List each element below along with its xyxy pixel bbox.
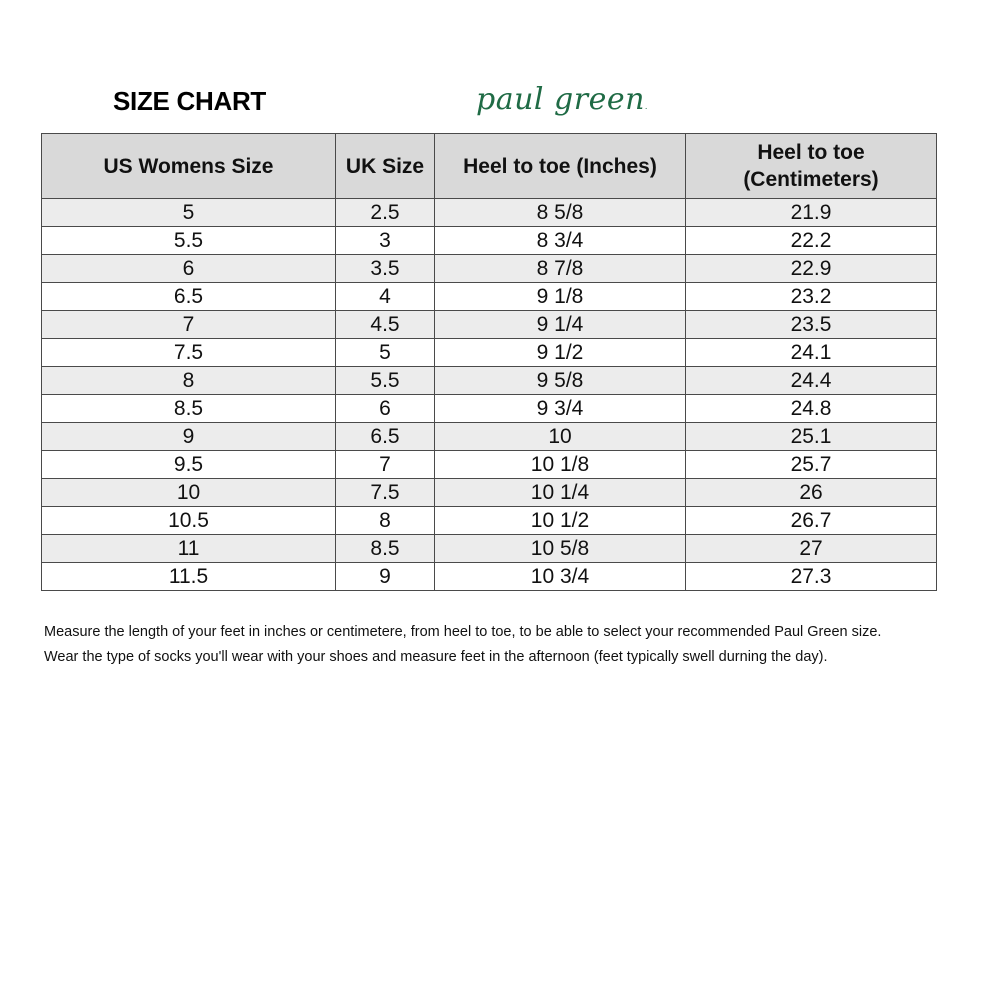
table-row (42, 199, 937, 227)
heel-toe-inches-cell: 9 5/8 (435, 367, 686, 395)
table-row (42, 479, 937, 507)
table-row (42, 227, 937, 255)
uk-size-cell: 8 (336, 507, 435, 535)
us-size-cell: 11 (42, 535, 336, 563)
us-size-cell: 9 (42, 423, 336, 451)
table-row (42, 535, 937, 563)
uk-size-cell: 6.5 (336, 423, 435, 451)
heel-toe-inches-cell: 9 1/8 (435, 283, 686, 311)
uk-size-cell: 5.5 (336, 367, 435, 395)
heel-toe-cm-cell: 21.9 (686, 199, 937, 227)
page-title: SIZE CHART (113, 86, 267, 116)
us-size-cell: 7 (42, 311, 336, 339)
heel-toe-cm-cell: 25.1 (686, 423, 937, 451)
us-size-cell: 5.5 (42, 227, 336, 255)
us-size-cell: 6 (42, 255, 336, 283)
heel-toe-cm-cell: 26 (686, 479, 937, 507)
heel-toe-cm-cell: 27 (686, 535, 937, 563)
brand-logo-text: paul green (476, 82, 645, 117)
uk-size-cell: 7 (336, 451, 435, 479)
heel-toe-cm-cell: 23.5 (686, 311, 937, 339)
table-row (42, 283, 937, 311)
column-header-us-size: US Womens Size (42, 134, 336, 199)
heel-toe-inches-cell: 10 1/2 (435, 507, 686, 535)
uk-size-cell: 6 (336, 395, 435, 423)
uk-size-cell: 7.5 (336, 479, 435, 507)
heel-toe-inches-cell: 9 3/4 (435, 395, 686, 423)
uk-size-cell: 5 (336, 339, 435, 367)
uk-size-cell: 3.5 (336, 255, 435, 283)
heel-toe-cm-cell: 25.7 (686, 451, 937, 479)
note-line: Measure the length of your feet in inches or centimetere, from heel to toe, to be able to select your recommended Paul Green size. (44, 624, 882, 640)
us-size-cell: 7.5 (42, 339, 336, 367)
heel-toe-inches-cell: 9 1/4 (435, 311, 686, 339)
us-size-cell: 8.5 (42, 395, 336, 423)
heel-toe-inches-cell: 10 5/8 (435, 535, 686, 563)
table-row (42, 255, 937, 283)
heel-toe-inches-cell: 8 7/8 (435, 255, 686, 283)
heel-toe-cm-cell: 24.1 (686, 339, 937, 367)
table-row (42, 311, 937, 339)
heel-toe-inches-cell: 10 1/4 (435, 479, 686, 507)
heel-toe-inches-cell: 10 (435, 423, 686, 451)
heel-toe-cm-cell: 23.2 (686, 283, 937, 311)
table-header-row (42, 134, 937, 199)
heel-toe-inches-cell: 10 1/8 (435, 451, 686, 479)
table-row (42, 423, 937, 451)
table-row (42, 563, 937, 591)
table-row (42, 339, 937, 367)
table-row (42, 507, 937, 535)
us-size-cell: 5 (42, 199, 336, 227)
table-row (42, 451, 937, 479)
heel-toe-inches-cell: 8 5/8 (435, 199, 686, 227)
us-size-cell: 10 (42, 479, 336, 507)
heel-toe-inches-cell: 10 3/4 (435, 563, 686, 591)
column-header-heel-toe-inches: Heel to toe (Inches) (435, 134, 686, 199)
heel-toe-inches-cell: 8 3/4 (435, 227, 686, 255)
note-line: Wear the type of socks you'll wear with your shoes and measure feet in the afternoon (feet typically swell durning the day). (44, 649, 828, 665)
heel-toe-cm-cell: 27.3 (686, 563, 937, 591)
measurement-notes (44, 620, 984, 670)
column-header-heel-toe-cm: Heel to toe (Centimeters) (686, 134, 937, 199)
table-row (42, 395, 937, 423)
heel-toe-cm-cell: 24.4 (686, 367, 937, 395)
brand-logo: paul green. (476, 82, 648, 117)
us-size-cell: 8 (42, 367, 336, 395)
heel-toe-cm-cell: 22.2 (686, 227, 937, 255)
uk-size-cell: 8.5 (336, 535, 435, 563)
us-size-cell: 6.5 (42, 283, 336, 311)
heel-toe-cm-cell: 22.9 (686, 255, 937, 283)
size-table (41, 133, 937, 591)
uk-size-cell: 4.5 (336, 311, 435, 339)
uk-size-cell: 3 (336, 227, 435, 255)
heel-toe-inches-cell: 9 1/2 (435, 339, 686, 367)
uk-size-cell: 4 (336, 283, 435, 311)
us-size-cell: 10.5 (42, 507, 336, 535)
uk-size-cell: 2.5 (336, 199, 435, 227)
heel-toe-cm-cell: 24.8 (686, 395, 937, 423)
column-header-uk-size: UK Size (336, 134, 435, 199)
table-body (42, 199, 937, 591)
table-row (42, 367, 937, 395)
us-size-cell: 11.5 (42, 563, 336, 591)
uk-size-cell: 9 (336, 563, 435, 591)
heel-toe-cm-cell: 26.7 (686, 507, 937, 535)
us-size-cell: 9.5 (42, 451, 336, 479)
